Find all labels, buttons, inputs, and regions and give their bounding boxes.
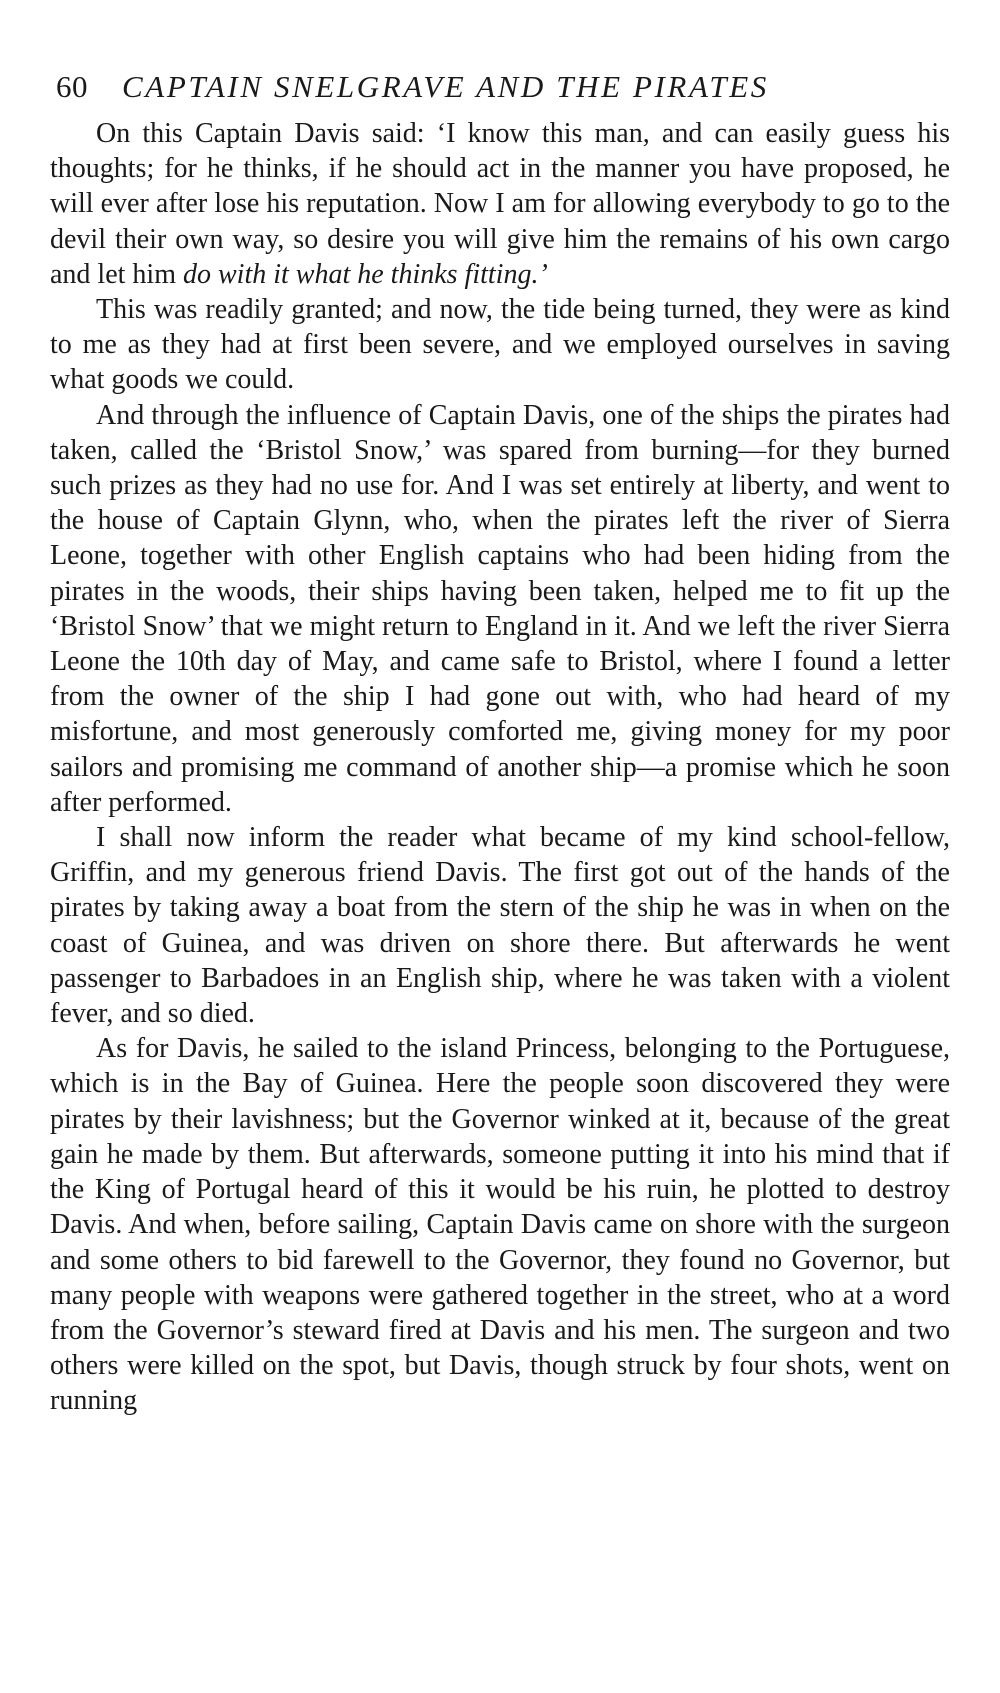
paragraph-1-italic-quote: do with it what he thinks fitting.’	[182, 258, 548, 290]
book-page	[50, 58, 950, 1419]
paragraph-2: This was readily granted; and now, the tide being turned, they were as kind to me as they had at first been severe, and we employed ourselves in saving what goods we could.	[50, 294, 950, 396]
book-title: CAPTAIN SNELGRAVE AND THE PIRATES	[122, 69, 769, 104]
paragraph-3: And through the influence of Captain Davis, one of the ships the pirates had taken, called the ‘Bristol Snow,’ was spared from burning—for they burned such prizes as they had no use for. And I was set entirely at liberty, and went to the house of Captain Glynn, who, when the pirates left the river of Sierra Leone, together with other English captains who had been hiding from the pirates in the woods, their ships having been taken, helped me to fit up the ‘Bristol Snow’ that we might return to England in it. And we left the river Sierra Leone the 10th day of May, and came safe to Bristol, where I found a letter from the owner of the ship I had gone out with, who had heard of my misfortune, and most generously comforted me, giving money for my poor sailors and promising me command of another ship—a promise which he soon after performed.	[50, 399, 950, 818]
paragraph-4: I shall now inform the reader what became of my kind school-fellow, Griffin, and my generous friend Davis. The first got out of the hands of the pirates by taking away a boat from the stern of the ship he was in when on the coast of Guinea, and was driven on shore there. But afterwards he went passenger to Barbadoes in an English ship, where he was taken with a violent fever, and so died.	[50, 822, 950, 1030]
paragraph-1	[50, 116, 950, 292]
page-number: 60	[56, 69, 88, 104]
body-text	[50, 116, 950, 1419]
paragraph-1-text: On this Captain Davis said: ‘I know this man, and can easily guess his thoughts; for he thinks, if he should act in the manner you have proposed, he will ever after lose his reputation. Now I am for allowing everybody to go to the devil their own way, so desire you will give him the remains of his own cargo and let him	[50, 118, 950, 290]
running-head	[50, 58, 950, 116]
paragraph-5: As for Davis, he sailed to the island Princess, belonging to the Portuguese, which is in the Bay of Guinea. Here the people soon discovered they were pirates by their lavishness; but the Governor winked at it, because of the great gain he made by them. But afterwards, someone putting it into his mind that if the King of Portugal heard of this it would be his ruin, he plotted to destroy Davis. And when, before sailing, Captain Davis came on shore with the surgeon and some others to bid farewell to the Governor, they found no Governor, but many people with weapons were gathered together in the street, who at a word from the Governor’s steward fired at Davis and his men. The surgeon and two others were killed on the spot, but Davis, though struck by four shots, went on running	[50, 1033, 950, 1417]
